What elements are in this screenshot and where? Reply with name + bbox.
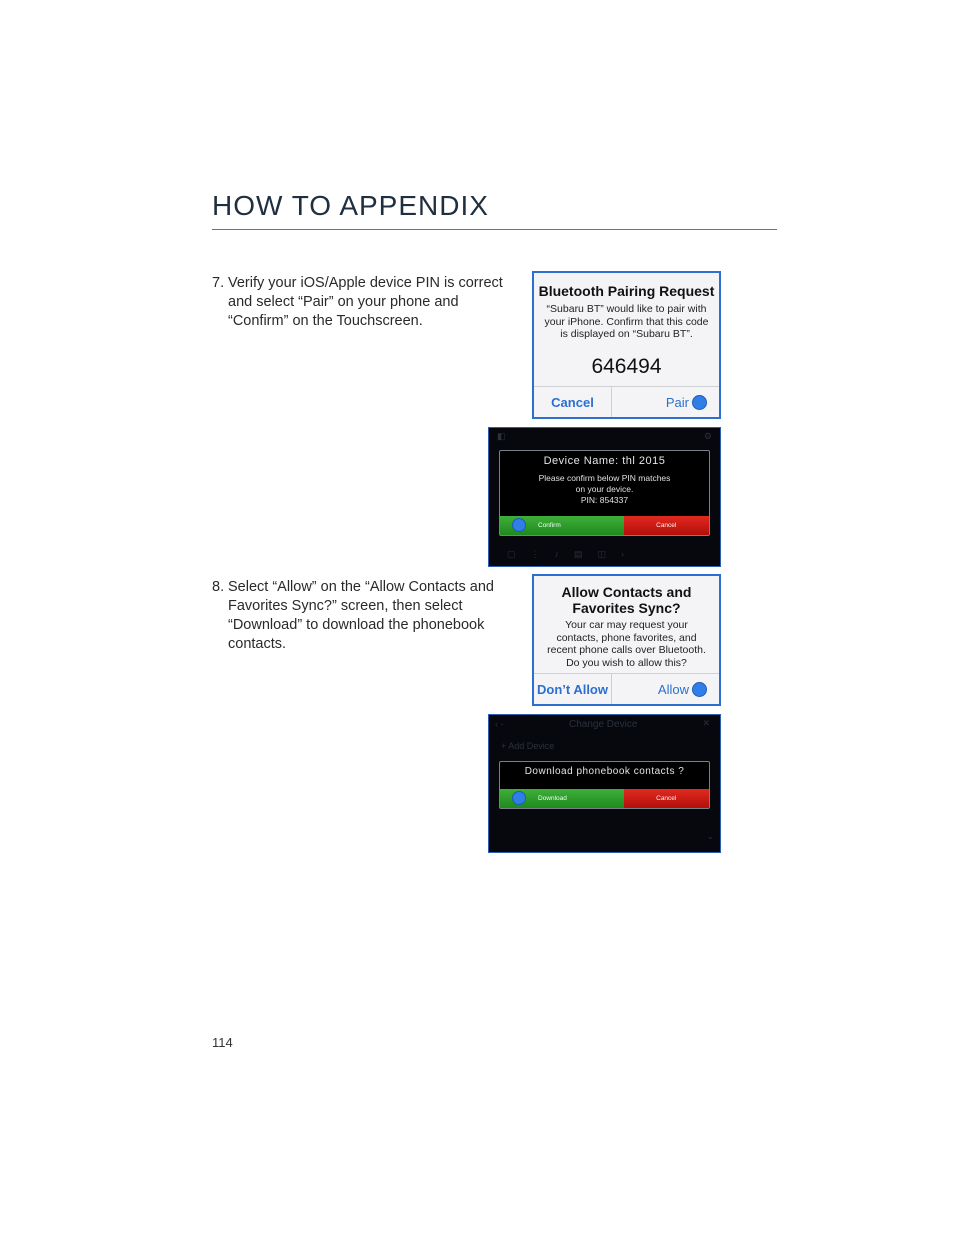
confirm-pin-popup	[499, 450, 710, 536]
allow-contacts-dialog	[532, 574, 721, 706]
dialog-title	[534, 584, 719, 616]
dialog-message: Your car may request your contacts, phone favorites, and recent phone calls over Bluetooth. Do you wish to allow this?	[547, 619, 706, 669]
confirm-button[interactable]	[500, 516, 624, 535]
dialog-buttons	[534, 673, 719, 704]
cancel-label: Cancel	[656, 522, 677, 529]
step-number: 7.	[212, 275, 225, 291]
cancel-button[interactable]	[624, 789, 710, 808]
status-bar-icon: ◧	[497, 431, 506, 441]
download-buttons	[500, 789, 709, 808]
download-popup	[499, 761, 710, 809]
cancel-label: Cancel	[656, 795, 677, 802]
page-number: 114	[212, 1035, 233, 1050]
bottom-bar-icons: ▢ ⋮ ♪ ▤ ◫ ›	[507, 549, 625, 559]
download-message: Download phonebook contacts ?	[524, 766, 685, 777]
cancel-button[interactable]	[624, 516, 710, 535]
cancel-label: Cancel	[551, 394, 594, 410]
pin-code: 646494	[591, 354, 662, 378]
dont-allow-label: Don’t Allow	[536, 681, 608, 697]
tap-indicator-icon	[692, 395, 707, 410]
settings-icon: ⚙	[703, 431, 712, 441]
cancel-button[interactable]	[534, 387, 612, 417]
tap-indicator-icon	[692, 682, 707, 697]
pair-label: Pair	[665, 394, 689, 410]
step-text: Select “Allow” on the “Allow Contacts and Favorites Sync?” screen, then select “Download” to download the phonebook contacts.	[228, 579, 494, 652]
dialog-message: “Subaru BT” would like to pair with your iPhone. Confirm that this code is displayed on “Subaru BT”.	[544, 303, 709, 340]
step-number: 8.	[212, 579, 225, 595]
pairing-request-dialog	[532, 271, 721, 419]
close-icon: ✕	[702, 718, 710, 728]
step-8	[212, 578, 522, 654]
allow-button[interactable]	[612, 674, 719, 704]
confirm-pin-screen	[488, 427, 721, 567]
dialog-title: Bluetooth Pairing Request	[538, 283, 715, 299]
confirm-pin: PIN: 854337	[580, 495, 629, 505]
page-title: HOW TO APPENDIX	[212, 190, 489, 221]
confirm-buttons	[500, 516, 709, 535]
background-title: Change Device	[569, 719, 638, 730]
tap-indicator-icon	[512, 518, 526, 532]
scroll-down-icon[interactable]: ⌄	[706, 831, 714, 841]
step-7	[212, 274, 522, 331]
title-divider	[212, 229, 777, 230]
confirm-message	[500, 473, 709, 506]
dialog-title-line: Allow Contacts and	[561, 584, 692, 600]
download-contacts-screen	[488, 714, 721, 853]
pair-button[interactable]	[612, 387, 719, 417]
back-icon: ‹ ◦	[495, 719, 504, 729]
background-add-device: + Add Device	[501, 741, 555, 751]
tap-indicator-icon	[512, 791, 526, 805]
download-label: Download	[538, 795, 567, 802]
confirm-message-line: Please confirm below PIN matches	[538, 473, 671, 483]
dont-allow-button[interactable]	[534, 674, 612, 704]
confirm-label: Confirm	[538, 522, 561, 529]
allow-label: Allow	[657, 681, 689, 697]
confirm-message-line: on your device.	[575, 484, 634, 494]
dialog-title-line: Favorites Sync?	[572, 600, 681, 616]
download-button[interactable]	[500, 789, 624, 808]
dialog-buttons	[534, 386, 719, 417]
device-name: Device Name: thl 2015	[543, 455, 666, 467]
step-text: Verify your iOS/Apple device PIN is correct and select “Pair” on your phone and “Confirm” on the Touchscreen.	[228, 275, 503, 329]
